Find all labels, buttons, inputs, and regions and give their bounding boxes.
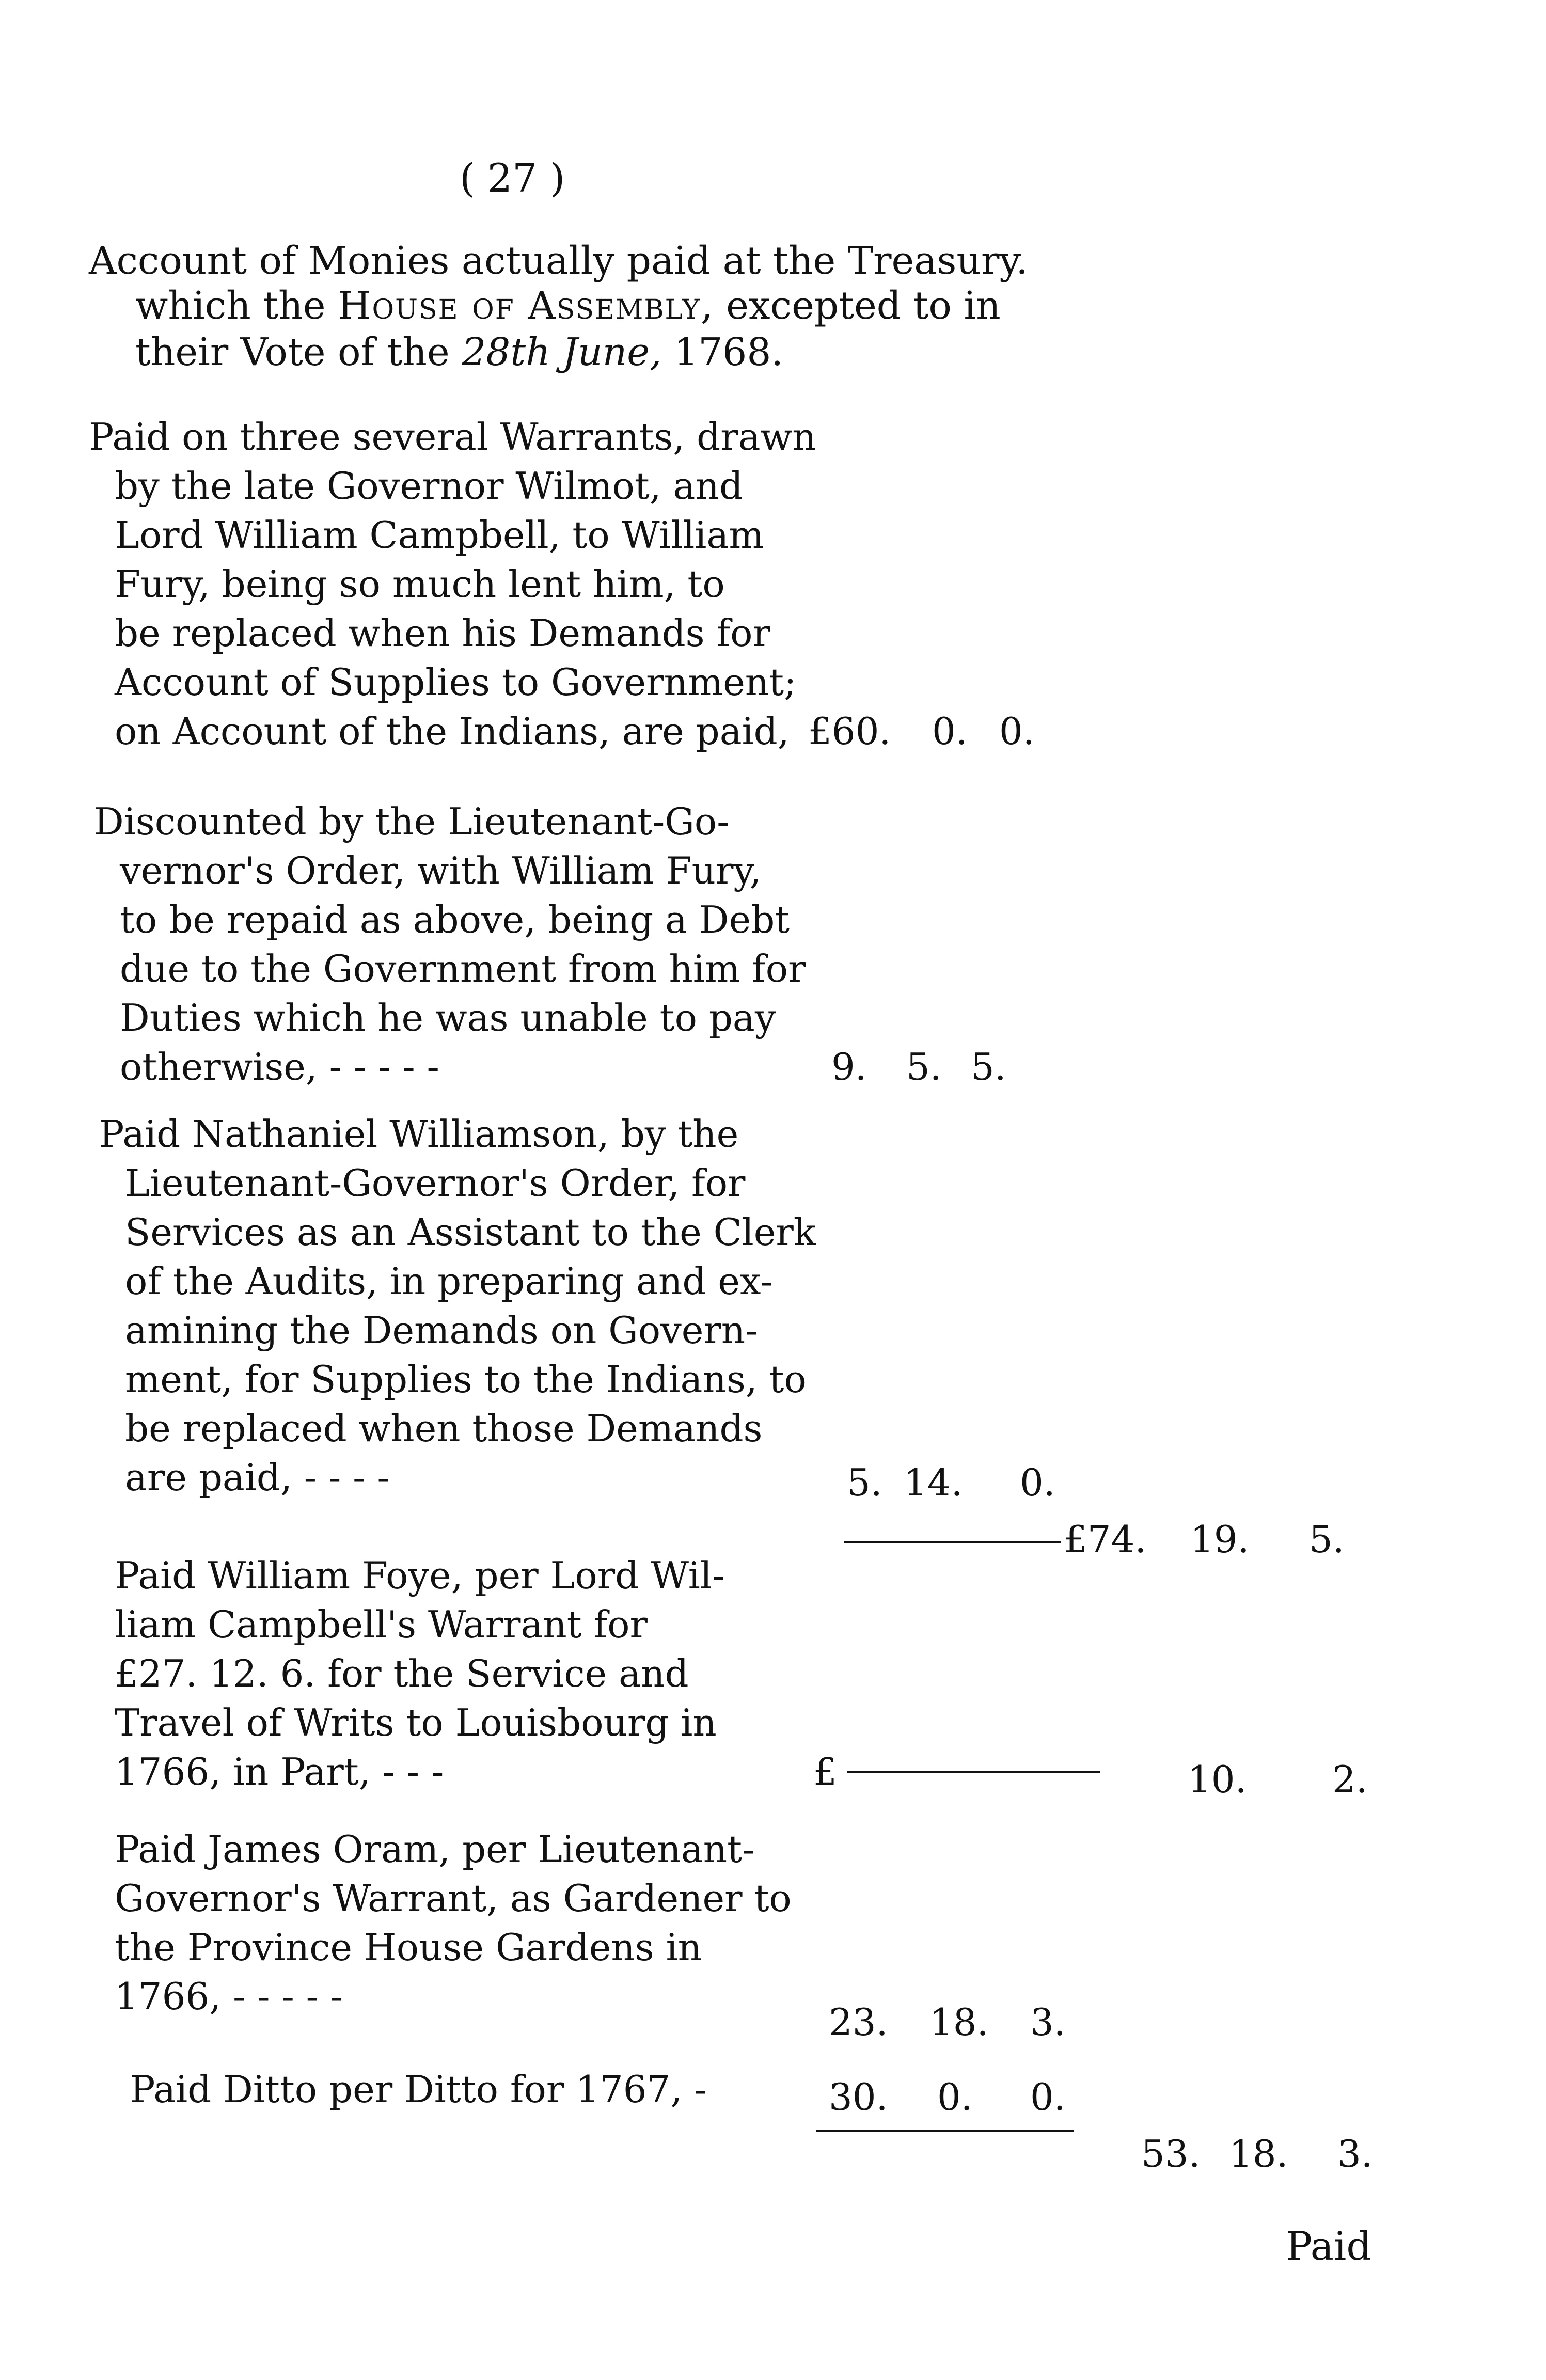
heading-line-1 bbox=[89, 239, 1028, 283]
entry-line: Duties which he was unable to pay bbox=[120, 996, 776, 1039]
catchword: Paid bbox=[1286, 2223, 1371, 2269]
entry-line: be replaced when those Demands bbox=[125, 1407, 763, 1450]
amount-shillings: 5. bbox=[906, 1045, 942, 1089]
entry-line: Lord William Campbell, to William bbox=[115, 513, 764, 557]
subtotal-pence: 3. bbox=[1337, 2132, 1373, 2176]
amount-pence: 0. bbox=[999, 710, 1035, 753]
amount-shillings: 0. bbox=[932, 710, 968, 753]
heading-text: 1768. bbox=[674, 330, 783, 374]
entry-line: Account of Supplies to Government; bbox=[115, 660, 797, 704]
entry-line: on Account of the Indians, are paid, bbox=[115, 710, 790, 753]
amount-shillings: 18. bbox=[929, 2000, 989, 2044]
amount-shillings: 14. bbox=[904, 1461, 963, 1504]
heading-text: excepted to in bbox=[726, 283, 1001, 328]
entry-line: Discounted by the Lieutenant-Go- bbox=[94, 800, 730, 843]
heading-house: House of Assembly, bbox=[338, 283, 714, 328]
amount-pence: 5. bbox=[971, 1045, 1006, 1089]
subtotal-shillings: 19. bbox=[1190, 1518, 1250, 1561]
entry-line: Paid William Foye, per Lord Wil- bbox=[115, 1554, 725, 1597]
entry-line: amining the Demands on Govern- bbox=[125, 1309, 758, 1352]
entry-line: of the Audits, in preparing and ex- bbox=[125, 1259, 773, 1303]
heading-text: actually bbox=[461, 239, 615, 283]
page-number: ( 27 ) bbox=[460, 155, 565, 201]
amount-pounds: 23. bbox=[829, 2000, 888, 2044]
entry-line: ment, for Supplies to the Indians, to bbox=[125, 1358, 807, 1401]
entry-line: to be repaid as above, being a Debt bbox=[120, 898, 790, 941]
heading-text: paid at the Treasury. bbox=[626, 239, 1028, 283]
entry-line: vernor's Order, with William Fury, bbox=[120, 849, 762, 892]
amount-shillings: 10. bbox=[1188, 1758, 1247, 1801]
entry-line: Services as an Assistant to the Clerk bbox=[125, 1210, 816, 1254]
entry-line: Paid Nathaniel Williamson, by the bbox=[99, 1112, 739, 1156]
entry-line: Paid on three several Warrants, drawn bbox=[89, 415, 816, 459]
entry-line: due to the Government from him for bbox=[120, 947, 806, 990]
entry-line: liam Campbell's Warrant for bbox=[115, 1603, 648, 1646]
entry-line: be replaced when his Demands for bbox=[115, 611, 770, 655]
heading-line-2 bbox=[135, 283, 1001, 328]
entry-line: the Province House Gardens in bbox=[115, 1926, 702, 1969]
entry-line: by the late Governor Wilmot, and bbox=[115, 464, 743, 508]
amount-pounds: £60. bbox=[808, 710, 891, 753]
subtotal-pence: 5. bbox=[1309, 1518, 1345, 1561]
heading-date: 28th June, bbox=[462, 330, 662, 374]
entry-line: 1766, - - - - - bbox=[115, 1975, 343, 2018]
entry-line: 1766, in Part, - - - bbox=[115, 1750, 444, 1793]
amount-shillings: 0. bbox=[937, 2075, 973, 2119]
entry-line: Paid Ditto per Ditto for 1767, - bbox=[130, 2068, 707, 2111]
heading-text: their Vote of the bbox=[135, 330, 450, 374]
entry-line: Paid James Oram, per Lieutenant- bbox=[115, 1827, 755, 1871]
entry-line: £27. 12. 6. for the Service and bbox=[115, 1652, 689, 1695]
subtotal-rule bbox=[844, 1541, 1061, 1543]
subtotal-pounds: £74. bbox=[1064, 1518, 1147, 1561]
amount-pence: 2. bbox=[1332, 1758, 1368, 1801]
amount-pence: 3. bbox=[1030, 2000, 1066, 2044]
entry-line: Lieutenant-Governor's Order, for bbox=[125, 1161, 746, 1205]
amount-pounds: 9. bbox=[831, 1045, 867, 1089]
entry-line: are paid, - - - - bbox=[125, 1456, 390, 1499]
amount-pounds: £ bbox=[813, 1750, 837, 1793]
amount-pence: 0. bbox=[1030, 2075, 1066, 2119]
entry-line: Travel of Writs to Louisbourg in bbox=[115, 1701, 717, 1744]
amount-pence: 0. bbox=[1020, 1461, 1055, 1504]
entry-line: Governor's Warrant, as Gardener to bbox=[115, 1877, 792, 1920]
amount-pounds: 5. bbox=[847, 1461, 882, 1504]
heading-text: which the bbox=[135, 283, 326, 328]
heading-text: Account of Monies bbox=[89, 239, 450, 283]
amount-dash-rule bbox=[847, 1771, 1100, 1773]
amount-pounds: 30. bbox=[829, 2075, 888, 2119]
entry-line: Fury, being so much lent him, to bbox=[115, 562, 725, 606]
heading-line-3 bbox=[135, 330, 783, 374]
subtotal-shillings: 18. bbox=[1229, 2132, 1288, 2176]
subtotal-pounds: 53. bbox=[1141, 2132, 1201, 2176]
subtotal-rule bbox=[816, 2130, 1074, 2132]
entry-line: otherwise, - - - - - bbox=[120, 1045, 439, 1089]
